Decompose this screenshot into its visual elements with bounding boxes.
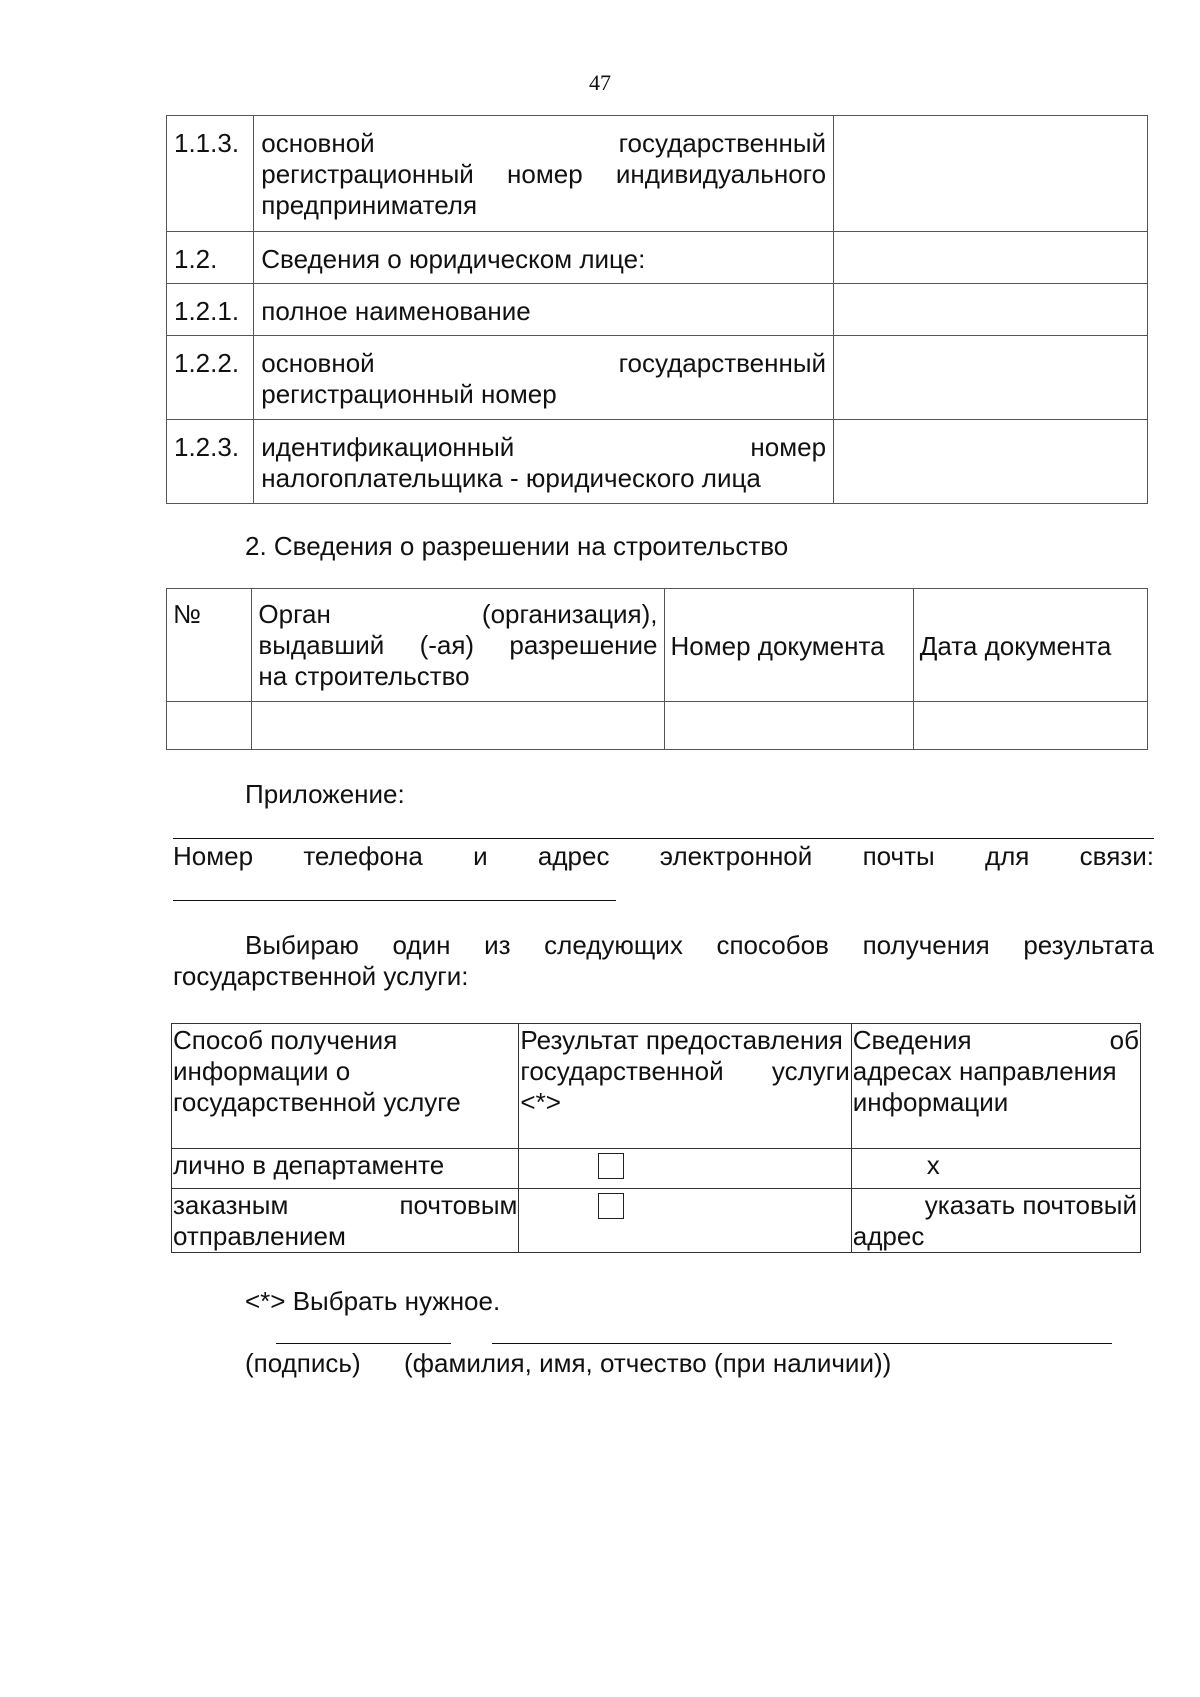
table-row — [172, 1149, 1141, 1189]
checkbox[interactable] — [598, 1153, 624, 1179]
contact-line[interactable] — [173, 900, 616, 901]
result-cell — [519, 1149, 851, 1189]
row-number: 1.2.3. — [167, 420, 254, 504]
attachment-label: Приложение: — [245, 779, 405, 809]
row-number: 1.1.3. — [167, 116, 254, 232]
table-row — [167, 420, 1148, 504]
row-label: идентификационный номер налогоплательщика - юридического лица — [254, 420, 834, 504]
row-number: 1.2. — [167, 232, 254, 284]
header-doc-number: Номер документа — [664, 589, 913, 702]
value-cell[interactable] — [834, 336, 1148, 420]
header-result: Результат предоставления государственной услуги <*> — [519, 1024, 851, 1149]
page-number: 47 — [589, 70, 611, 95]
table-row — [167, 116, 1148, 232]
contact-label: Номер телефона и адрес электронной почты для связи: — [173, 841, 1154, 871]
table-row — [167, 702, 1148, 750]
table-row — [167, 336, 1148, 420]
header-info: Сведения об адресах направления информации — [851, 1024, 1140, 1149]
value-cell[interactable] — [834, 116, 1148, 232]
row-number: 1.2.2. — [167, 336, 254, 420]
result-cell — [519, 1189, 851, 1253]
choice-paragraph: Выбираю один из следующих способов получения результата государственной услуги: — [173, 930, 1154, 991]
table-row — [167, 232, 1148, 284]
signature-line[interactable] — [276, 1343, 451, 1344]
header-method: Способ получения информации о государственной услуге — [172, 1024, 519, 1149]
row-number: 1.2.1. — [167, 284, 254, 336]
applicant-info-table — [166, 115, 1148, 504]
result-method-table — [171, 1023, 1141, 1253]
table-row — [167, 284, 1148, 336]
method-cell: заказным почтовым отправлением — [173, 1190, 518, 1251]
value-cell[interactable] — [834, 284, 1148, 336]
table-row — [172, 1189, 1141, 1253]
cell-doc-date[interactable] — [913, 702, 1147, 750]
attachment-line[interactable] — [173, 838, 1154, 839]
method-cell: лично в департаменте — [172, 1149, 519, 1189]
checkbox[interactable] — [598, 1193, 624, 1219]
table-header-row — [172, 1024, 1141, 1149]
row-label: основной государственный регистрационный номер — [254, 336, 834, 420]
cell-number[interactable] — [167, 702, 252, 750]
cell-doc-number[interactable] — [664, 702, 913, 750]
row-label: Сведения о юридическом лице: — [254, 232, 834, 284]
info-cell: x — [851, 1149, 1140, 1189]
permit-table — [166, 588, 1148, 750]
header-number: № — [167, 589, 252, 702]
section-2-title: 2. Сведения о разрешении на строительство — [245, 531, 789, 561]
value-cell[interactable] — [834, 420, 1148, 504]
signature-caption: (подпись) (фамилия, имя, отчество (при наличии)) — [245, 1348, 892, 1378]
cell-organ[interactable] — [252, 702, 664, 750]
info-cell: указать почтовый адрес — [851, 1189, 1140, 1253]
value-cell[interactable] — [834, 232, 1148, 284]
table-header-row — [167, 589, 1148, 702]
name-line[interactable] — [492, 1343, 1112, 1344]
header-doc-date: Дата документа — [913, 589, 1147, 702]
row-label: полное наименование — [254, 284, 834, 336]
footnote: <*> Выбрать нужное. — [245, 1286, 501, 1316]
row-label: основной государственный регистрационный номер индивидуального предпринимателя — [254, 116, 834, 232]
header-organ: Орган (организация), выдавший (-ая) разрешение на строительство — [252, 589, 664, 702]
